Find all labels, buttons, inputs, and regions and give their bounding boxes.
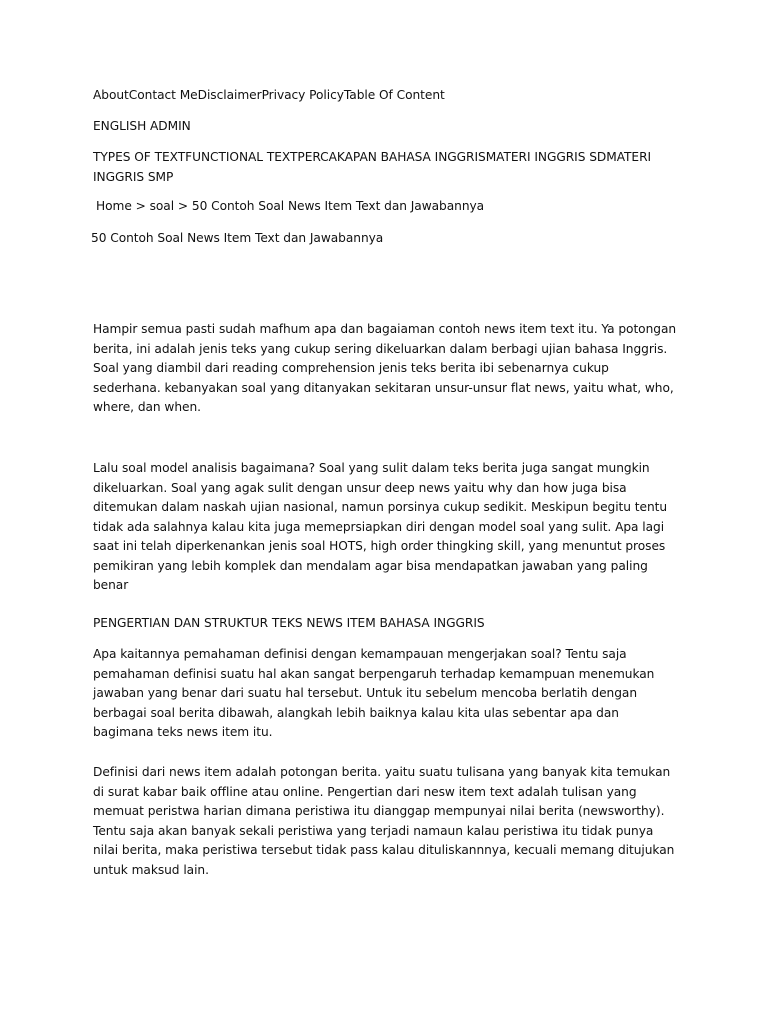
category-link-percakapan[interactable]: PERCAKAPAN BAHASA INGGRIS	[297, 150, 486, 164]
category-link-materi-sd[interactable]: MATERI INGGRIS SD	[485, 150, 607, 164]
category-link-functional-text[interactable]: FUNCTIONAL TEXT	[185, 150, 298, 164]
section-heading: PENGERTIAN DAN STRUKTUR TEKS NEWS ITEM BAHASA INGGRIS	[93, 616, 485, 630]
category-link-materi-smp[interactable]: MATERI INGGRIS SMP	[93, 150, 652, 184]
breadcrumb: Home > soal > 50 Contoh Soal News Item Text dan Jawabannya	[96, 199, 485, 213]
nav-link-privacy-policy[interactable]: Privacy Policy	[261, 88, 344, 102]
paragraph-definition-importance: Apa kaitannya pemahaman definisi dengan kemampauan mengerjakan soal? Tentu saja pemahaman definisi suatu hal akan sangat berpengaruh terhadap kemampuan menemukan jawaban yang benar dari suatu hal tersebut. Untuk itu sebelum mencoba berlatih dengan berbagai soal berita dibawah, alangkah lebih baiknya kalau kita ulas sebentar apa dan bagimana teks news item itu.	[93, 647, 655, 739]
nav-link-table-of-content[interactable]: Table Of Content	[343, 88, 445, 102]
nav-link-about[interactable]: About	[93, 88, 129, 102]
paragraph-analysis: Lalu soal model analisis bagaimana? Soal yang sulit dalam teks berita juga sangat mungkin dikeluarkan. Soal yang agak sulit dengan unsur deep news yaitu why dan how juga bisa ditemukan dalam naskah ujian nasional, namun porsinya cukup sedikit. Meskipun begitu tentu tidak ada salahnya kalau kita juga memeprsiapkan diri dengan model soal yang sulit. Apa lagi saat ini telah diperkenankan jenis soal HOTS, high order thingking skill, yang menuntut proses pemikiran yang lebih komplek dan mendalam agar bisa mendapatkan jawaban yang paling benar	[93, 461, 668, 592]
paragraph-intro: Hampir semua pasti sudah mafhum apa dan bagaiaman contoh news item text itu. Ya potongan berita, ini adalah jenis teks yang cukup sering dikeluarkan dalam berbagi ujian bahasa Inggris. Soal yang diambil dari reading comprehension jenis teks berita ibi sebenarnya cukup sederhana. kebanyakan soal yang ditanyakan sekitaran unsur-unsur flat news, yaitu what, who, where, dan when.	[93, 322, 677, 414]
nav-link-disclaimer[interactable]: Disclaimer	[197, 88, 262, 102]
site-title[interactable]: ENGLISH ADMIN	[93, 119, 191, 133]
nav-link-contact[interactable]: Contact Me	[128, 88, 198, 102]
category-nav	[93, 148, 653, 187]
top-nav	[93, 86, 678, 106]
paragraph-definition: Definisi dari news item adalah potongan berita. yaitu suatu tulisana yang banyak kita temukan di surat kabar baik offline atau online. Pengertian dari nesw item text adalah tulisan yang memuat peristwa harian dimana peristiwa itu dianggap mempunyai nilai berita (newsworthy). Tentu saja akan banyak sekali peristiwa yang terjadi namaun kalau peristiwa itu tidak punya nilai berita, maka peristiwa tersebut tidak pass kalau dituliskannnya, kecuali memang ditujukan untuk maksud lain.	[93, 765, 675, 877]
category-link-types-of-text[interactable]: TYPES OF TEXT	[93, 150, 186, 164]
post-title: 50 Contoh Soal News Item Text dan Jawabannya	[91, 231, 384, 245]
